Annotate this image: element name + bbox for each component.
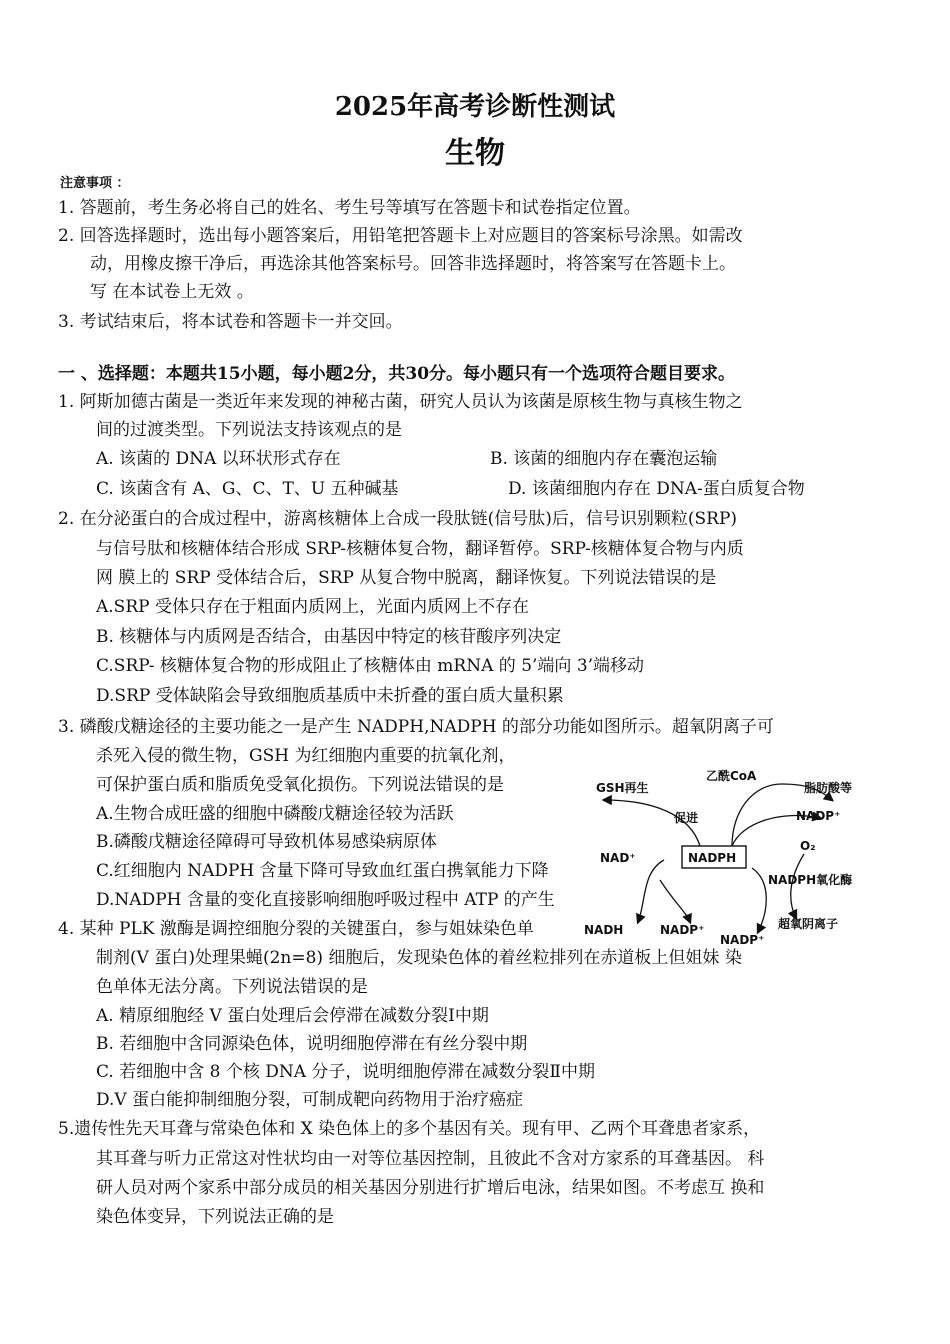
q4-stem: 4. 某种 PLK 激酶是调控细胞分裂的关键蛋白，参与姐妹染色单 — [58, 919, 534, 939]
q1-option-a: A. 该菌的 DNA 以环状形式存在 — [96, 449, 341, 469]
nadph-label: NADPH — [688, 851, 737, 865]
q2-option-a: A.SRP 受体只存在于粗面内质网上，光面内质网上不存在 — [96, 597, 529, 617]
q3-stem: 3. 磷酸戊糖途径的主要功能之一是产生 NADPH,NADPH 的部分功能如图所示。超氧阴离子可 — [58, 717, 774, 737]
nad-plus-label: NAD⁺ — [600, 851, 636, 865]
q2-stem: 与信号肽和核糖体结合形成 SRP-核糖体复合物，翻译暂停。SRP-核糖体复合物与内质 — [96, 539, 744, 559]
nadp-left-label: NADP⁺ — [660, 923, 705, 937]
q3-option-b: B.磷酸戊糖途径障碍可导致机体易感染病原体 — [96, 832, 437, 852]
promote-label: 促进 — [674, 811, 699, 825]
q5-stem: 研人员对两个家系中部分成员的相关基因分别进行扩增后电泳，结果如图。不考虑互 换和 — [96, 1178, 765, 1198]
q4-stem: 制剂(V 蛋白)处理果蝇(2n=8) 细胞后，发现染色体的着丝粒排列在赤道板上但姐妹 染 — [96, 948, 742, 968]
arrow-nadh — [638, 860, 664, 922]
nadp-top-label: NADP⁺ — [796, 809, 841, 823]
notes-heading: 注意事项 ： — [60, 176, 130, 191]
q1-stem: 1. 阿斯加德古菌是一类近年来发现的神秘古菌，研究人员认为该菌是原核生物与真核生物之 — [58, 392, 743, 412]
subject-title: 生物 — [445, 136, 505, 171]
q3-option-c: C.红细胞内 NADPH 含量下降可导致血红蛋白携氧能力下降 — [96, 861, 549, 881]
nadp-bottom-label: NADP⁺ — [720, 933, 765, 947]
arrow-nadp-bottom — [752, 868, 766, 932]
q5-stem: 其耳聋与听力正常这对性状均由一对等位基因控制，且彼此不含对方家系的耳聋基因。 科 — [96, 1149, 765, 1169]
note-line: 写 在本试卷上无效 。 — [90, 282, 254, 302]
note-line: 动，用橡皮擦干净后，再选涂其他答案标号。回答非选择题时，将答案写在答题卡上。 — [90, 254, 736, 274]
q1-option-b: B. 该菌的细胞内存在囊泡运输 — [490, 449, 718, 469]
nadph-function-diagram — [582, 762, 868, 952]
oxidase-label: NADPH氧化酶 — [768, 873, 853, 887]
q4-option-a: A. 精原细胞经 V 蛋白处理后会停滞在减数分裂Ⅰ中期 — [96, 1006, 489, 1026]
q4-option-b: B. 若细胞中含同源染色体，说明细胞停滞在有丝分裂中期 — [96, 1034, 528, 1054]
q4-option-c: C. 若细胞中含 8 个核 DNA 分子，说明细胞停滞在减数分裂Ⅱ中期 — [96, 1062, 595, 1082]
q2-option-d: D.SRP 受体缺陷会导致细胞质基质中未折叠的蛋白质大量积累 — [96, 686, 564, 706]
q2-option-c: C.SRP- 核糖体复合物的形成阻止了核糖体由 mRNA 的 5’端向 3’端移动 — [96, 656, 645, 676]
q2-stem: 2. 在分泌蛋白的合成过程中，游离核糖体上合成一段肽链(信号肽)后，信号识别颗粒(SRP) — [58, 509, 738, 529]
note-line: 1. 答题前，考生务必将自己的姓名、考生号等填写在答题卡和试卷指定位置。 — [58, 198, 641, 218]
q1-option-c: C. 该菌含有 A、G、C、T、U 五种碱基 — [96, 479, 399, 499]
q5-stem: 染色体变异，下列说法正确的是 — [96, 1207, 334, 1227]
q3-stem: 杀死入侵的微生物，GSH 为红细胞内重要的抗氧化剂， — [96, 746, 516, 766]
exam-title: 2025年高考诊断性测试 — [334, 92, 616, 122]
gsh-label: GSH再生 — [596, 781, 649, 795]
superoxide-label: 超氧阴离子 — [778, 917, 839, 931]
q3-option-a: A.生物合成旺盛的细胞中磷酸戊糖途径较为活跃 — [96, 804, 454, 824]
arrow-nadp-left — [660, 880, 690, 922]
acetyl-coa-label: 乙酰CoA — [706, 769, 757, 783]
q3-stem: 可保护蛋白质和脂质免受氧化损伤。下列说法错误的是 — [96, 775, 504, 795]
nadh-label: NADH — [584, 923, 624, 937]
q2-stem: 网 膜上的 SRP 受体结合后，SRP 从复合物中脱离，翻译恢复。下列说法错误的是 — [96, 568, 717, 588]
q5-stem: 5.遗传性先天耳聋与常染色体和 X 染色体上的多个基因有关。现有甲、乙两个耳聋患者家系， — [58, 1119, 761, 1139]
q1-option-d: D. 该菌细胞内存在 DNA-蛋白质复合物 — [508, 479, 805, 499]
q3-option-d: D.NADPH 含量的变化直接影响细胞呼吸过程中 ATP 的产生 — [96, 890, 555, 910]
note-line: 2. 回答选择题时，选出每小题答案后，用铅笔把答题卡上对应题目的答案标号涂黑。如需改 — [58, 226, 743, 246]
note-line: 3. 考试结束后，将本试卷和答题卡一并交回。 — [58, 312, 403, 332]
q4-stem: 色单体无法分离。下列说法错误的是 — [96, 977, 368, 997]
q1-stem: 间的过渡类型。下列说法支持该观点的是 — [96, 420, 402, 440]
section-heading: 一 、选择题：本题共15小题，每小题2分，共30分。每小题只有一个选项符合题目要求。 — [58, 364, 736, 384]
q2-option-b: B. 核糖体与内质网是否结合，由基因中特定的核苷酸序列决定 — [96, 627, 562, 647]
fatty-acid-label: 脂肪酸等 — [804, 781, 853, 795]
o2-label: O₂ — [800, 839, 816, 853]
q4-option-d: D.V 蛋白能抑制细胞分裂，可制成靶向药物用于治疗癌症 — [96, 1090, 524, 1110]
